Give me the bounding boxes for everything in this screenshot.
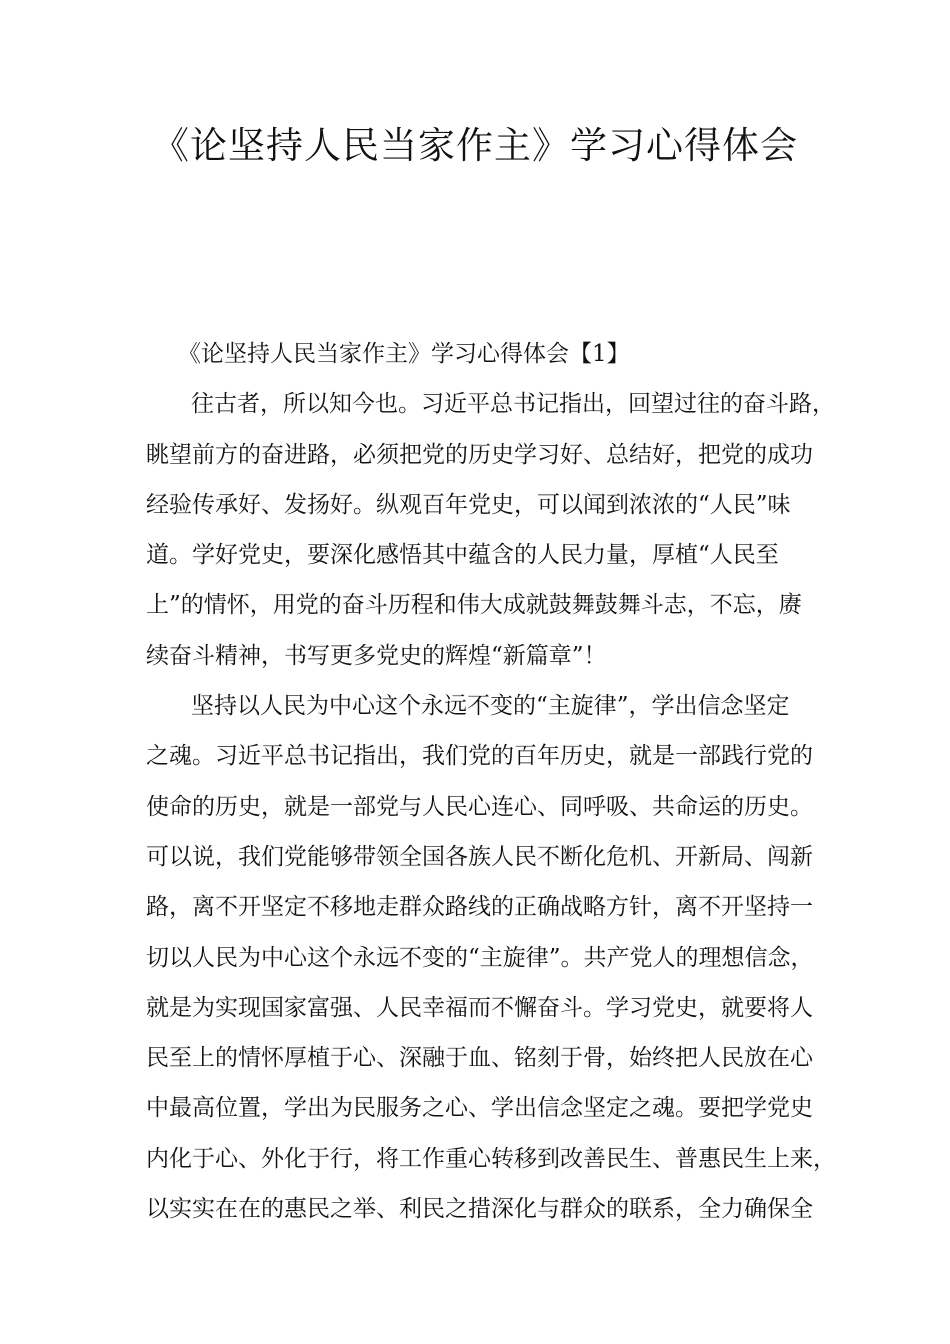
text-line: 坚持以人民为中心这个永远不变的“主旋律”，学出信念坚定 bbox=[191, 693, 790, 720]
text-line: 路，离不开坚定不移地走群众路线的正确战略方针，离不开坚持一 bbox=[146, 894, 813, 921]
text-line: 眺望前方的奋进路，必须把党的历史学习好、总结好，把党的成功 bbox=[146, 441, 813, 468]
text-line: 中最高位置，学出为民服务之心、学出信念坚定之魂。要把学党史 bbox=[146, 1095, 813, 1122]
text-line: 内化于心、外化于行，将工作重心转移到改善民生、普惠民生上来， bbox=[146, 1145, 836, 1172]
text-line: 以实实在在的惠民之举、利民之措深化与群众的联系，全力确保全 bbox=[146, 1196, 813, 1223]
text-line: 可以说，我们党能够带领全国各族人民不断化危机、开新局、闯新 bbox=[146, 843, 813, 870]
text-line: 切以人民为中心这个永远不变的“主旋律”。共产党人的理想信念， bbox=[146, 944, 814, 971]
text-line: 民至上的情怀厚植于心、深融于血、铭刻于骨，始终把人民放在心 bbox=[146, 1045, 813, 1072]
section-heading: 《论坚持人民当家作主》学习心得体会【1】 bbox=[178, 341, 630, 367]
text-line: 道。学好党史，要深化感悟其中蕴含的人民力量，厚植“人民至 bbox=[146, 542, 779, 569]
document-title: 《论坚持人民当家作主》学习心得体会 bbox=[152, 124, 798, 167]
text-line: 续奋斗精神，书写更多党史的辉煌“新篇章”！ bbox=[146, 642, 607, 669]
text-line: 往古者，所以知今也。习近平总书记指出，回望过往的奋斗路， bbox=[191, 391, 835, 418]
document-body bbox=[146, 329, 836, 1234]
text-line: 使命的历史，就是一部党与人民心连心、同呼吸、共命运的历史。 bbox=[146, 793, 813, 820]
text-line: 就是为实现国家富强、人民幸福而不懈奋斗。学习党史，就要将人 bbox=[146, 994, 813, 1021]
text-line: 之魂。习近平总书记指出，我们党的百年历史，就是一部践行党的 bbox=[146, 743, 813, 770]
text-line: 经验传承好、发扬好。纵观百年党史，可以闻到浓浓的“人民”味 bbox=[146, 491, 791, 518]
text-line: 上”的情怀，用党的奋斗历程和伟大成就鼓舞鼓舞斗志，不忘，赓 bbox=[146, 592, 802, 619]
